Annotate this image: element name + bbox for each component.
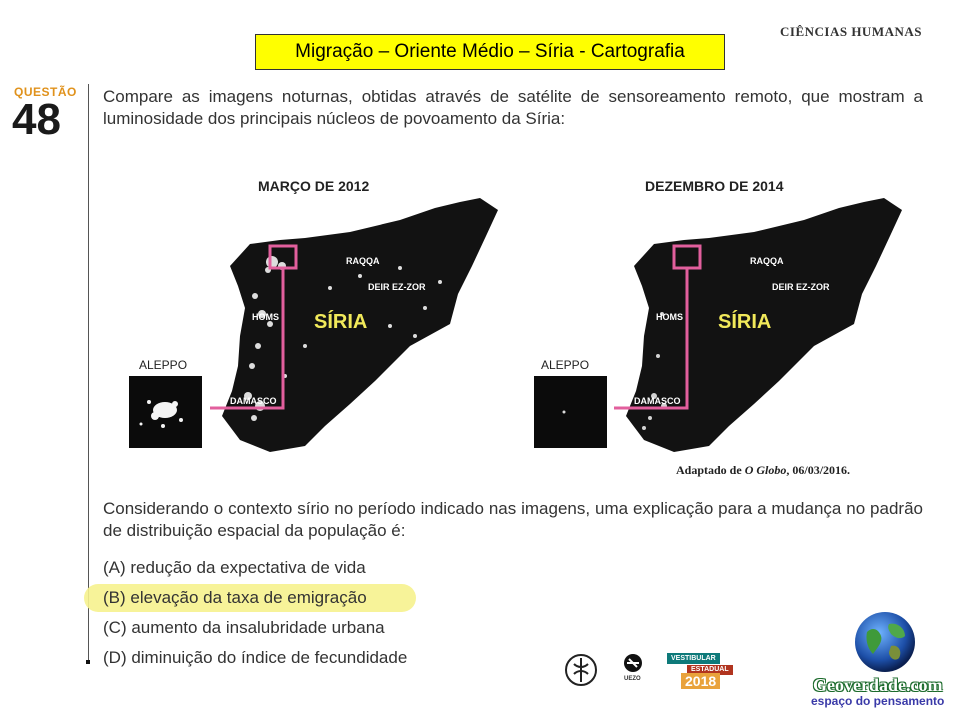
side-dot bbox=[86, 660, 90, 664]
aleppo-inset-2014 bbox=[534, 376, 607, 448]
side-divider bbox=[88, 84, 89, 664]
globe-icon bbox=[853, 610, 917, 674]
estadual-tag: ESTADUAL bbox=[687, 665, 733, 675]
vestibular-tag: VESTIBULAR bbox=[667, 653, 720, 664]
option-a[interactable]: (A) redução da expectativa de vida bbox=[103, 558, 366, 577]
source-note: Adaptado de O Globo, 06/03/2016. bbox=[676, 463, 851, 477]
brand-tagline: espaço do pensamento bbox=[811, 694, 945, 708]
question-number: 48 bbox=[12, 95, 61, 144]
city-label-deir-ez-zor: DEIR EZ-ZOR bbox=[368, 282, 426, 292]
option-b[interactable]: (B) elevação da taxa de emigração bbox=[103, 588, 367, 607]
country-label: SÍRIA bbox=[718, 311, 772, 333]
map-title-2012: MARÇO DE 2012 bbox=[258, 178, 370, 194]
country-label: SÍRIA bbox=[314, 311, 368, 333]
syria-night-map-2014 bbox=[614, 196, 904, 456]
map-title-2014: DEZEMBRO DE 2014 bbox=[645, 178, 784, 194]
city-label-homs: HOMS bbox=[656, 312, 683, 322]
city-label-raqqa: RAQQA bbox=[750, 256, 784, 266]
uezo-caption: UEZO bbox=[624, 676, 641, 682]
city-label-raqqa: RAQQA bbox=[346, 256, 380, 266]
city-label-deir-ez-zor: DEIR EZ-ZOR bbox=[772, 282, 830, 292]
city-label-damasco: DAMASCO bbox=[230, 396, 277, 406]
aleppo-inset-label-2012: ALEPPO bbox=[139, 358, 188, 372]
aleppo-inset-2012 bbox=[129, 376, 202, 448]
vestibular-estadual-2018-logo bbox=[667, 653, 753, 689]
uerj-logo bbox=[563, 652, 599, 688]
question-intro: Compare as imagens noturnas, obtidas através de satélite de sensoreamento remoto, que mostram a luminosidade dos principais núcleos de povoamento da Síria: bbox=[103, 87, 923, 128]
syria-night-map-2012 bbox=[210, 196, 500, 456]
brand-name: Geoverdade.com bbox=[813, 675, 943, 695]
topic-banner: Migração – Oriente Médio – Síria - Cartografia bbox=[255, 34, 725, 70]
aleppo-inset-label-2014: ALEPPO bbox=[541, 358, 590, 372]
city-label-damasco: DAMASCO bbox=[634, 396, 681, 406]
city-label-homs: HOMS bbox=[252, 312, 279, 322]
year-tag: 2018 bbox=[681, 673, 720, 689]
option-d[interactable]: (D) diminuição do índice de fecundidade bbox=[103, 648, 408, 667]
uezo-logo bbox=[620, 652, 650, 688]
question-label: QUESTÃO bbox=[14, 85, 77, 99]
section-label: CIÊNCIAS HUMANAS bbox=[780, 24, 922, 39]
option-c[interactable]: (C) aumento da insalubridade urbana bbox=[103, 618, 385, 637]
question-context: Considerando o contexto sírio no período indicado nas imagens, uma explicação para a mudança no padrão de distribuição espacial da população é: bbox=[103, 499, 923, 540]
